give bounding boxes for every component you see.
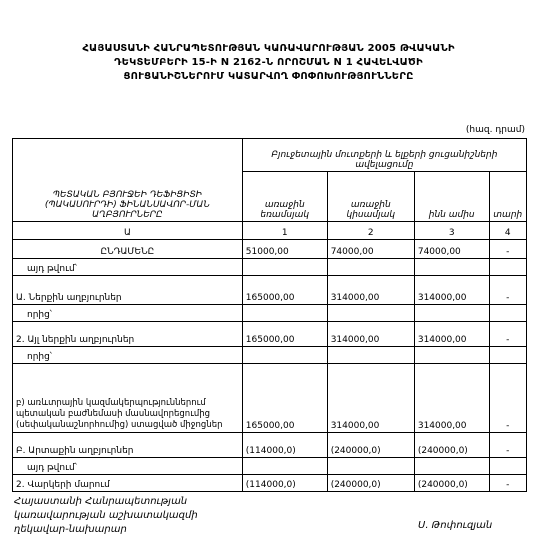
row-value: - (489, 475, 526, 492)
row-value: 314000,00 (414, 364, 489, 433)
row-value (242, 458, 327, 475)
signatory-line: կառավարության աշխատակազմի (14, 510, 198, 521)
header-col-year: տարի (489, 171, 526, 221)
row-value (327, 259, 414, 276)
row-value: 314000,00 (327, 322, 414, 347)
row-value (242, 259, 327, 276)
row-value (489, 347, 526, 364)
table-row (13, 240, 527, 259)
row-value: 74000,00 (327, 240, 414, 259)
row-value: 314000,00 (327, 364, 414, 433)
row-value: (240000,0) (414, 433, 489, 458)
unit-note: (հազ. դրամ) (465, 125, 525, 135)
signatory-name: Ս. Թոփուզյան (418, 520, 493, 531)
table-row (13, 347, 527, 364)
signatory-line: ղեկավար-նախարար (14, 524, 127, 535)
header-col-q1: առաջին եռամսյակ (242, 171, 327, 221)
row-value: (114000,0) (242, 475, 327, 492)
index-cell: Ա (13, 222, 243, 240)
row-value: (240000,0) (327, 475, 414, 492)
row-label: այդ թվում՝ (13, 458, 243, 475)
row-value: 165000,00 (242, 276, 327, 305)
row-value (414, 458, 489, 475)
row-label: ԸՆԴԱՄԵՆԸ (13, 240, 243, 259)
index-cell: 3 (414, 222, 489, 240)
table-row (13, 259, 527, 276)
row-label: 2. Վարկերի մարում (13, 475, 243, 492)
row-label: այդ թվում՝ (13, 259, 243, 276)
title-line-1: ՀԱՅԱՍՏԱՆԻ ՀԱՆՐԱՊԵՏՈՒԹՅԱՆ ԿԱՌԱՎԱՐՈՒԹՅԱՆ 2005 ԹՎԱԿԱՆԻ (82, 43, 455, 54)
row-value: 51000,00 (242, 240, 327, 259)
header-first-col: ՊԵՏԱԿԱՆ ԲՅՈՒՋԵԻ ԴԵՖԻՑԻՏԻ (ՊԱԿԱՍՈՒՐԴԻ) ՖԻՆԱՆՍԱՎՈՐ-ՄԱՆ ԱՂԲՅՈՒՐՆԵՐԸ (13, 139, 243, 222)
row-value (489, 259, 526, 276)
row-value: - (489, 276, 526, 305)
changes-table (12, 138, 527, 492)
row-value: 74000,00 (414, 240, 489, 259)
row-value: (114000,0) (242, 433, 327, 458)
row-label: բ) առևտրային կազմակերպություններում պետական բաժնեմասի մասնավորեցումից (սեփականաշնորհումից) ստացված միջոցներ (13, 364, 243, 433)
index-row (13, 222, 527, 240)
header-group: Բյուջետային մուտքերի և ելքերի ցուցանիշների ավելացումը (242, 139, 526, 172)
row-value: - (489, 322, 526, 347)
title-line-3: ՑՈՒՑԱՆԻՇՆԵՐՈՒՄ ԿԱՏԱՐՎՈՂ ՓՈՓՈԽՈՒԹՅՈՒՆՆԵՐԸ (123, 71, 414, 82)
header-col-h1: առաջին կիսամյակ (327, 171, 414, 221)
row-value (489, 458, 526, 475)
row-value: 314000,00 (414, 276, 489, 305)
row-value: (240000,0) (414, 475, 489, 492)
row-value: (240000,0) (327, 433, 414, 458)
row-value: 165000,00 (242, 322, 327, 347)
table-row (13, 276, 527, 305)
index-cell: 2 (327, 222, 414, 240)
table-row (13, 364, 527, 433)
row-value (414, 305, 489, 322)
row-value: 314000,00 (327, 276, 414, 305)
table-row (13, 433, 527, 458)
row-value (242, 347, 327, 364)
row-value: 314000,00 (414, 322, 489, 347)
table-row (13, 475, 527, 492)
index-cell: 4 (489, 222, 526, 240)
title-line-2: ԴԵԿՏԵՄԲԵՐԻ 15-Ի N 2162-Ն ՈՐՈՇՄԱՆ N 1 ՀԱՎԵԼՎԱԾԻ (114, 57, 423, 68)
row-label: 2. Այլ ներքին աղբյուրներ (13, 322, 243, 347)
table-row (13, 458, 527, 475)
row-value (489, 305, 526, 322)
table-header-row (13, 139, 527, 172)
table-body (13, 240, 527, 492)
table-row (13, 305, 527, 322)
header-col-9m: ինն ամիս (414, 171, 489, 221)
row-label: որից՝ (13, 347, 243, 364)
row-value (327, 458, 414, 475)
document-title (0, 42, 537, 84)
row-value (414, 347, 489, 364)
index-cell: 1 (242, 222, 327, 240)
row-value: - (489, 433, 526, 458)
row-value: - (489, 364, 526, 433)
row-value: - (489, 240, 526, 259)
row-value (242, 305, 327, 322)
signatory-position (14, 495, 198, 537)
row-value (327, 305, 414, 322)
row-label: որից՝ (13, 305, 243, 322)
row-label: Ա. Ներքին աղբյուրներ (13, 276, 243, 305)
signatory-line: Հայաստանի Հանրապետության (14, 496, 188, 507)
table-row (13, 322, 527, 347)
row-label: Բ. Արտաքին աղբյուրներ (13, 433, 243, 458)
row-value (327, 347, 414, 364)
row-value (414, 259, 489, 276)
row-value: 165000,00 (242, 364, 327, 433)
